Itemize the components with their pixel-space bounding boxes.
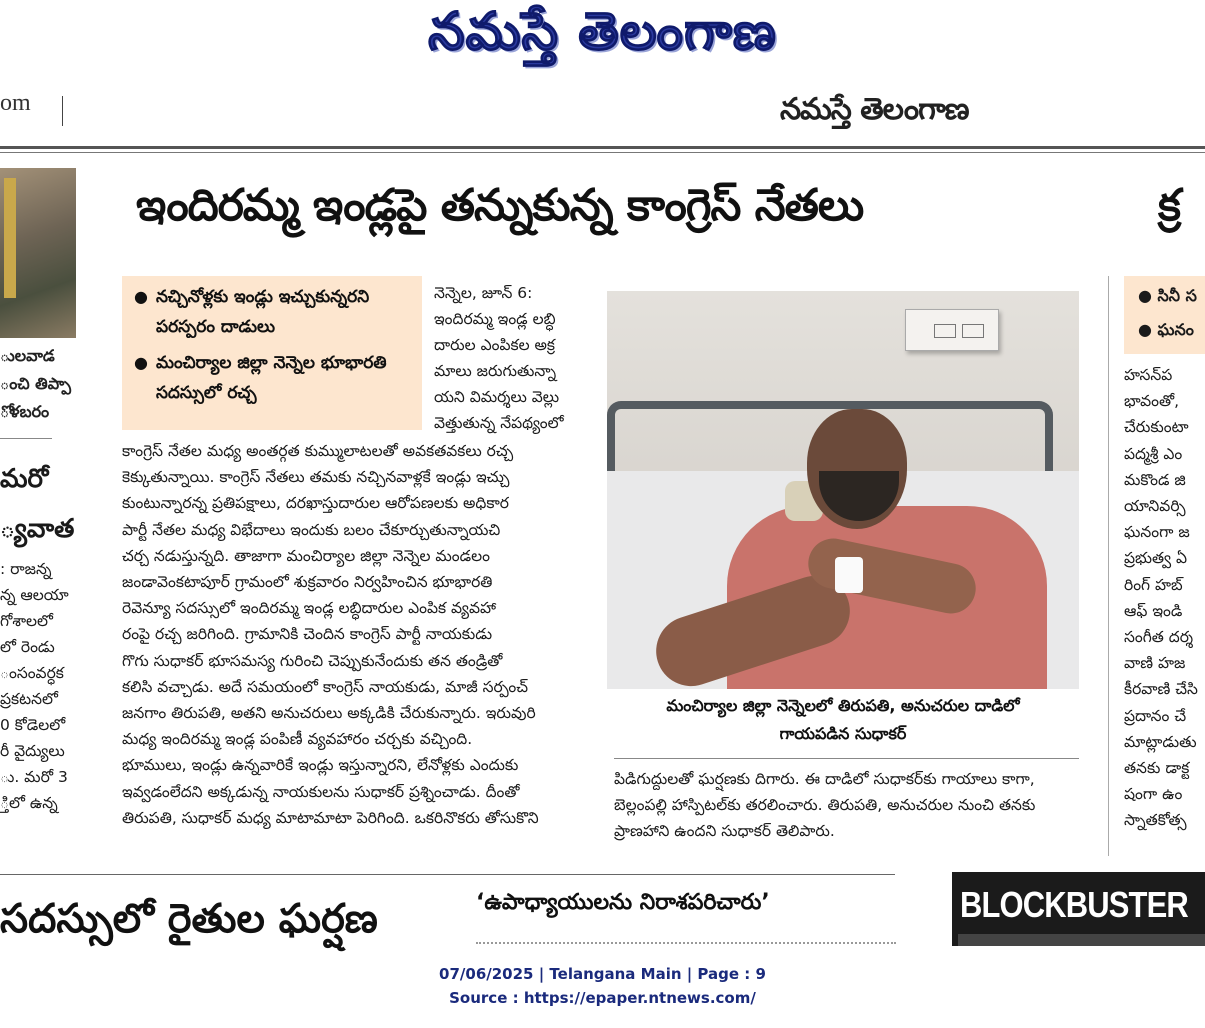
highlight-item xyxy=(134,348,419,408)
text-line: ఇవ్వడంలేదని అక్కడున్న నాయకులను సుధాకర్ ప్రశ్నించాడు. దీంతో xyxy=(122,782,520,801)
divider xyxy=(614,758,1079,759)
text-line: సంగీత దర్శ xyxy=(1124,628,1194,647)
text-line: : రాజన్న xyxy=(0,560,52,578)
text-line: రంపై రచ్చ జరిగింది. గ్రామానికి చెందిన కాంగ్రెస్ పార్టీ నాయకుడు xyxy=(122,625,493,644)
caption-line: ులవాడ xyxy=(0,346,55,365)
highlight-text: నచ్చినోళ్లకు ఇండ్లు ఇచ్చుకున్నరని పరస్పరం దాడులు xyxy=(156,287,370,337)
text-line: బెల్లంపల్లి హాస్పిటల్‌కు తరలించారు. తిరుపతి, అనుచరుల నుంచి తనకు xyxy=(614,796,1036,815)
caption-line: మంచిర్యాల జిల్లా నెన్నెలలో తిరుపతి, అనుచరుల దాడిలో xyxy=(666,696,1020,715)
divider xyxy=(1108,276,1109,856)
photo-caption xyxy=(607,692,1079,748)
left-column-headline xyxy=(0,454,80,554)
text-line: కుంటున్నారన్న ప్రతిపక్షాలు, దరఖాస్తుదారుల ఆరోపణలకు అధికార xyxy=(122,494,509,513)
headline-line: ్యవాత xyxy=(0,514,75,544)
page-footer xyxy=(0,962,1205,1010)
text-line: స్నాతకోత్స xyxy=(1124,811,1187,830)
text-line: ప్రదానం చే xyxy=(1124,706,1187,725)
caption-line: ోళబరం xyxy=(0,402,50,421)
masthead xyxy=(0,0,1205,78)
text-line: యని విమర్శలు వెల్లు xyxy=(434,388,560,406)
text-line: కీరవాణి చేసి xyxy=(1124,680,1198,699)
bottom-left-headline: సదస్సులో రైతుల ఘర్షణ xyxy=(0,896,378,942)
bottom-mid-headline: ‘ఉపాధ్యాయులను నిరాశపరిచారు’ xyxy=(476,890,770,915)
text-line: 0 కోడెలలో xyxy=(0,716,66,734)
newspaper-logo: నమస్తే తెలంగాణ xyxy=(428,2,777,62)
divider xyxy=(476,942,896,947)
text-line: ఆఫ్ ఇండి xyxy=(1124,601,1183,620)
highlight-item xyxy=(134,282,419,342)
text-line: తనకు డాక్ట xyxy=(1124,759,1190,778)
text-line: షంగా ఉం xyxy=(1124,785,1183,804)
text-line: భావంతో, xyxy=(1124,392,1180,411)
left-column-body xyxy=(0,556,80,816)
bullet-icon: ● xyxy=(134,353,148,372)
article-headline: ఇందిరమ్మ ఇండ్లపై తన్నుకున్న కాంగ్రెస్ నేతలు xyxy=(136,180,864,231)
text-line: హసన్‌ప xyxy=(1124,366,1173,384)
text-line: యానివర్సి xyxy=(1124,497,1186,516)
text-line: పార్టీ నేతల మధ్య విభేదాలు ఇందుకు బలం చేకూర్చుతున్నాయచి xyxy=(122,520,501,539)
text-line: భూములు, ఇండ్లు ఉన్నవారికే ఇండ్లు ఇస్తున్నారని, లేనోళ్లకు ఎందుకు xyxy=(122,756,519,775)
text-line: పద్మశ్రీ ఎం xyxy=(1124,444,1183,463)
divider xyxy=(0,146,1205,149)
prev-strip-right-text: నమస్తే తెలంగాణ xyxy=(780,92,969,127)
text-line: ్తిలో ఉన్న xyxy=(0,794,58,812)
text-line: ఘనంగా జ xyxy=(1124,523,1190,542)
text-line: ప్రాణహాని ఉందని సుధాకర్ తెలిపారు. xyxy=(614,822,835,841)
text-line: గొగు సుధాకర్ భూసమస్య గురించి చెప్పుకునేందుకు తన తండ్రితో xyxy=(122,651,503,670)
text-line: పిడిగుద్దులతో ఘర్షణకు దిగారు. ఈ దాడిలో సుధాకర్‌కు గాయాలు కాగా, xyxy=(614,770,1035,788)
text-line: ు. మరో 3 xyxy=(0,768,68,786)
text-line: జనగాం తిరుపతి, అతని అనుచరులు అక్కడికి చేరుకున్నారు. ఇరువురి xyxy=(122,704,536,723)
right-column-headline: క్ర xyxy=(1158,180,1181,231)
previous-page-strip xyxy=(0,84,1205,146)
text-line: కెక్కుతున్నాయి. కాంగ్రెస్ నేతలు తమకు నచ్చినవాళ్లకే ఇండ్లు ఇచ్చు xyxy=(122,468,510,487)
text-line: రీ వైద్యులు xyxy=(0,742,65,760)
text-line: మకొండ జి xyxy=(1124,470,1186,489)
text-line: న్న ఆలయా xyxy=(0,586,69,604)
bullet-icon: ● xyxy=(134,287,148,306)
divider xyxy=(0,438,52,439)
prev-strip-left-text: om xyxy=(0,90,31,116)
text-line: నెన్నెల, జూన్ 6: xyxy=(434,284,533,302)
ad-text: BLOCKBUSTER xyxy=(960,884,1188,925)
text-line: ఇందిరమ్మ ఇండ్ల లబ్ధి xyxy=(434,310,556,328)
text-line: చేరుకుంటా xyxy=(1124,418,1189,437)
text-line: తిరుపతి, సుధాకర్ మధ్య మాటామాటా పెరిగింది. ఒకరినొకరు తోసుకొని xyxy=(122,808,539,827)
text-line: వాణి హజ xyxy=(1124,654,1186,673)
text-line: రింగ్ హబ్ xyxy=(1124,575,1183,594)
text-line: మాట్లాడుతు xyxy=(1124,732,1197,751)
text-line: రెవెన్యూ సదస్సులో ఇందిరమ్మ ఇండ్ల లబ్ధిదారుల ఎంపిక వ్యవహా xyxy=(122,599,497,618)
highlight-text: ● ఘనం xyxy=(1138,320,1194,339)
article-body xyxy=(122,438,592,831)
caption-line: గాయపడిన సుధాకర్ xyxy=(779,724,907,743)
highlight-box xyxy=(122,276,422,430)
text-line: దారుల ఎంపికల అక్ర xyxy=(434,336,555,354)
text-line: వెత్తుతున్న నేపథ్యంలో xyxy=(434,414,564,432)
divider xyxy=(0,874,895,875)
text-line: చర్చ నడుస్తున్నది. తాజాగా మంచిర్యాల జిల్లా నెన్నెల మండలం xyxy=(122,546,490,565)
divider xyxy=(62,96,63,126)
caption-line: ంచి తిప్పా xyxy=(0,374,72,393)
text-line: జండావెంకటాపూర్ గ్రామంలో శుక్రవారం నిర్వహించిన భూభారతి xyxy=(122,573,493,592)
footer-date-line: 07/06/2025 | Telangana Main | Page : 9 xyxy=(439,965,766,983)
right-column-body xyxy=(1124,362,1205,834)
text-line: ప్రభుత్వ ఏ xyxy=(1124,549,1188,568)
advertisement xyxy=(952,872,1205,946)
text-line: లో రెండు xyxy=(0,638,55,656)
left-column-photo xyxy=(0,168,76,338)
article-intro xyxy=(434,280,592,436)
text-line: గోశాలలో xyxy=(0,612,53,630)
article-continuation xyxy=(614,766,1084,845)
text-line: కలిసి వచ్చాడు. అదే సమయంలో కాంగ్రెస్ నాయకుడు, మాజీ సర్పంచ్ xyxy=(122,677,528,696)
headline-line: మరో xyxy=(0,464,49,494)
divider xyxy=(0,152,1205,153)
highlight-text: ● సినీ స xyxy=(1138,286,1197,305)
text-line: ంసంవర్ధక xyxy=(0,664,64,682)
left-column-caption xyxy=(0,342,76,426)
switchboard xyxy=(905,309,999,351)
article-photo xyxy=(607,291,1079,689)
text-line: కాంగ్రెస్ నేతల మధ్య అంతర్గత కుమ్ములాటలతో అవకతవకలు రచ్చ xyxy=(122,442,514,460)
right-highlight-box xyxy=(1124,276,1205,354)
text-line: మాలు జరుగుతున్నా xyxy=(434,362,557,380)
footer-source-link[interactable]: Source : https://epaper.ntnews.com/ xyxy=(449,989,756,1007)
text-line: మధ్య ఇందిరమ్మ ఇండ్ల పంపిణీ వ్యవహారం చర్చకు వచ్చింది. xyxy=(122,730,473,749)
highlight-text: మంచిర్యాల జిల్లా నెన్నెల భూభారతి సదస్సులో రచ్చ xyxy=(156,353,387,403)
text-line: ప్రకటనలో xyxy=(0,690,58,708)
